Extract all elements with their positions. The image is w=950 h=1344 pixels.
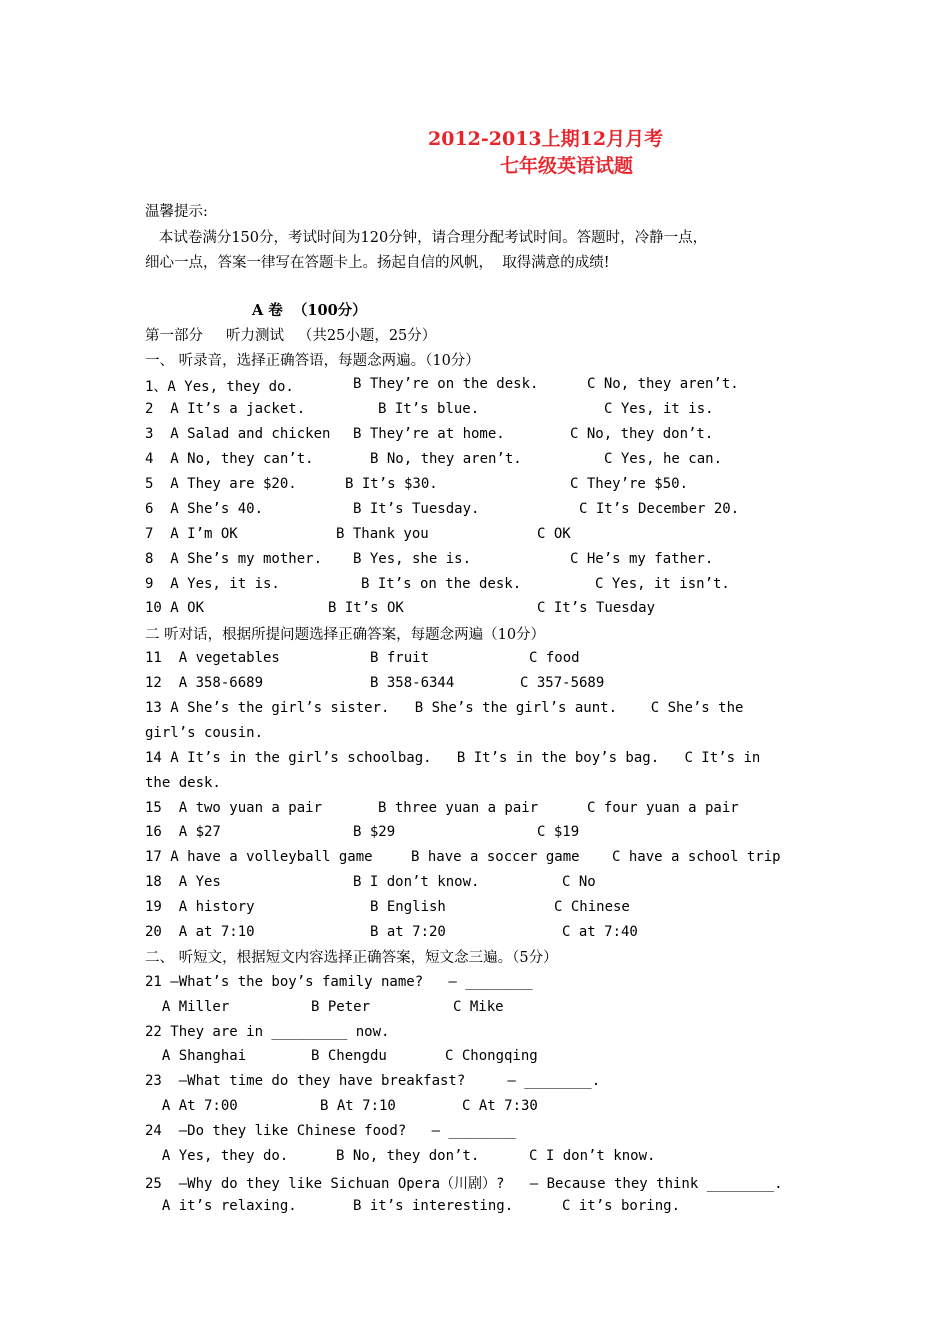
q16-option-c: C $19	[537, 824, 580, 840]
question-row-15	[145, 800, 739, 822]
q25-option-c: C it’s boring.	[562, 1198, 681, 1214]
q2-option-a: 2 A It’s a jacket.	[145, 401, 306, 417]
question-row-4	[145, 451, 723, 473]
exam-title-line2: 七年级英语试题	[500, 155, 634, 177]
question-row-16	[145, 824, 580, 846]
q22-option-c: C Chongqing	[445, 1048, 538, 1064]
q11-option-a: 11 A vegetables	[145, 650, 280, 666]
q24-option-c: C I don’t know.	[529, 1148, 656, 1164]
question-row-19	[145, 899, 630, 921]
question-row-6	[145, 501, 740, 523]
q6-option-c: C It’s December 20.	[579, 501, 740, 517]
q9-option-c: C Yes, it isn’t.	[595, 576, 730, 592]
question-row-13b	[145, 725, 264, 747]
q9-option-a: 9 A Yes, it is.	[145, 576, 280, 592]
q17-option-b: B have a soccer game	[411, 849, 580, 865]
q6-option-b: B It’s Tuesday.	[353, 501, 480, 517]
question-row-7	[145, 526, 571, 548]
q13-line2: girl’s cousin.	[145, 725, 264, 741]
q8-option-b: B Yes, she is.	[353, 551, 472, 567]
part1-heading: 第一部分 听力测试 （共25小题，25分）	[145, 328, 437, 344]
q21-option-a: A Miller	[145, 999, 230, 1015]
q13-line1: 13 A She’s the girl’s sister. B She’s the girl’s aunt. C She’s the	[145, 700, 744, 716]
q23-text: 23 –What time do they have breakfast? – ________.	[145, 1073, 601, 1089]
q23-option-a: A At 7:00	[145, 1098, 238, 1114]
question-row-10	[145, 600, 656, 622]
q10-option-b: B It’s OK	[328, 600, 404, 616]
q8-option-c: C He’s my father.	[570, 551, 714, 567]
question-row-12	[145, 675, 605, 697]
section2-heading: 二 听对话，根据所提问题选择正确答案，每题念两遍（10分）	[145, 627, 546, 643]
q22-option-a: A Shanghai	[145, 1048, 247, 1064]
q19-option-a: 19 A history	[145, 899, 255, 915]
q3-option-a: 3 A Salad and chicken	[145, 426, 331, 442]
question-row-21	[145, 974, 533, 996]
question-row-24	[145, 1123, 516, 1145]
q25-option-b: B it’s interesting.	[353, 1198, 514, 1214]
tips-label: 温馨提示:	[145, 204, 208, 220]
exam-title-line1: 2012-2013上期12月月考	[428, 128, 664, 150]
q18-option-c: C No	[562, 874, 596, 890]
q1-option-a: 1、A Yes, they do.	[145, 379, 294, 395]
q5-option-a: 5 A They are $20.	[145, 476, 297, 492]
options-row-21	[145, 999, 504, 1021]
q17-option-a: 17 A have a volleyball game	[145, 849, 373, 865]
question-row-17	[145, 849, 781, 871]
question-row-2	[145, 401, 714, 423]
q24-text: 24 –Do they like Chinese food? – ________	[145, 1123, 516, 1139]
question-row-22	[145, 1024, 390, 1046]
section1-heading: 一、 听录音，选择正确答语，每题念两遍。（10分）	[145, 353, 480, 369]
question-row-25	[145, 1173, 783, 1195]
q4-option-c: C Yes, he can.	[604, 451, 723, 467]
q3-option-b: B They’re at home.	[353, 426, 505, 442]
q1-option-b: B They’re on the desk.	[353, 376, 539, 392]
question-row-20	[145, 924, 638, 946]
options-row-23	[145, 1098, 538, 1120]
q18-option-b: B I don’t know.	[353, 874, 480, 890]
options-row-25	[145, 1198, 681, 1220]
options-row-24	[145, 1148, 656, 1170]
q23-option-c: C At 7:30	[462, 1098, 538, 1114]
question-row-11	[145, 650, 580, 672]
q12-option-a: 12 A 358-6689	[145, 675, 264, 691]
q3-option-c: C No, they don’t.	[570, 426, 714, 442]
question-row-23	[145, 1073, 601, 1095]
q7-option-a: 7 A I’m OK	[145, 526, 238, 542]
q2-option-b: B It’s blue.	[378, 401, 480, 417]
q15-option-a: 15 A two yuan a pair	[145, 800, 323, 816]
q14-line2: the desk.	[145, 775, 221, 791]
q23-option-b: B At 7:10	[320, 1098, 396, 1114]
section3-heading: 二、 听短文，根据短文内容选择正确答案，短文念三遍。（5分）	[145, 950, 558, 966]
q5-option-b: B It’s $30.	[345, 476, 438, 492]
tips-line2: 细心一点，答案一律写在答题卡上。扬起自信的风帆， 取得满意的成绩!	[145, 255, 610, 271]
q4-option-a: 4 A No, they can’t.	[145, 451, 314, 467]
q15-option-c: C four yuan a pair	[587, 800, 739, 816]
q25-text: 25 –Why do they like Sichuan Opera（川剧）? – Because they think ________.	[145, 1176, 783, 1192]
q24-option-b: B No, they don’t.	[336, 1148, 480, 1164]
question-row-14b	[145, 775, 221, 797]
q10-option-a: 10 A OK	[145, 600, 205, 616]
question-row-8	[145, 551, 714, 573]
q21-option-c: C Mike	[453, 999, 504, 1015]
q2-option-c: C Yes, it is.	[604, 401, 714, 417]
question-row-18	[145, 874, 596, 896]
q5-option-c: C They’re $50.	[570, 476, 689, 492]
q19-option-b: B English	[370, 899, 446, 915]
q7-option-b: B Thank you	[336, 526, 429, 542]
q14-line1: 14 A It’s in the girl’s schoolbag. B It’s in the boy’s bag. C It’s in	[145, 750, 761, 766]
q16-option-b: B $29	[353, 824, 396, 840]
q22-text: 22 They are in _________ now.	[145, 1024, 390, 1040]
question-row-14a	[145, 750, 761, 772]
q20-option-c: C at 7:40	[562, 924, 638, 940]
q25-option-a: A it’s relaxing.	[145, 1198, 297, 1214]
q9-option-b: B It’s on the desk.	[361, 576, 522, 592]
q1-option-c: C No, they aren’t.	[587, 376, 739, 392]
q19-option-c: C Chinese	[554, 899, 630, 915]
q11-option-b: B fruit	[370, 650, 430, 666]
q20-option-b: B at 7:20	[370, 924, 446, 940]
q7-option-c: C OK	[537, 526, 571, 542]
tips-line1: 本试卷满分150分，考试时间为120分钟，请合理分配考试时间。答题时，冷静一点，	[145, 230, 708, 246]
q15-option-b: B three yuan a pair	[378, 800, 539, 816]
q12-option-b: B 358-6344	[370, 675, 455, 691]
question-row-1	[145, 376, 739, 398]
question-row-13a	[145, 700, 744, 722]
q24-option-a: A Yes, they do.	[145, 1148, 289, 1164]
q18-option-a: 18 A Yes	[145, 874, 221, 890]
q8-option-a: 8 A She’s my mother.	[145, 551, 323, 567]
q16-option-a: 16 A $27	[145, 824, 221, 840]
q10-option-c: C It’s Tuesday	[537, 600, 656, 616]
question-row-3	[145, 426, 714, 448]
q20-option-a: 20 A at 7:10	[145, 924, 255, 940]
q22-option-b: B Chengdu	[311, 1048, 387, 1064]
options-row-22	[145, 1048, 538, 1070]
volume-heading: A 卷 （100分）	[252, 302, 367, 319]
question-row-9	[145, 576, 730, 598]
q21-option-b: B Peter	[311, 999, 371, 1015]
q4-option-b: B No, they aren’t.	[370, 451, 522, 467]
q17-option-c: C have a school trip	[612, 849, 781, 865]
q11-option-c: C food	[529, 650, 580, 666]
q6-option-a: 6 A She’s 40.	[145, 501, 264, 517]
q21-text: 21 –What’s the boy’s family name? – ________	[145, 974, 533, 990]
q12-option-c: C 357-5689	[520, 675, 605, 691]
question-row-5	[145, 476, 689, 498]
